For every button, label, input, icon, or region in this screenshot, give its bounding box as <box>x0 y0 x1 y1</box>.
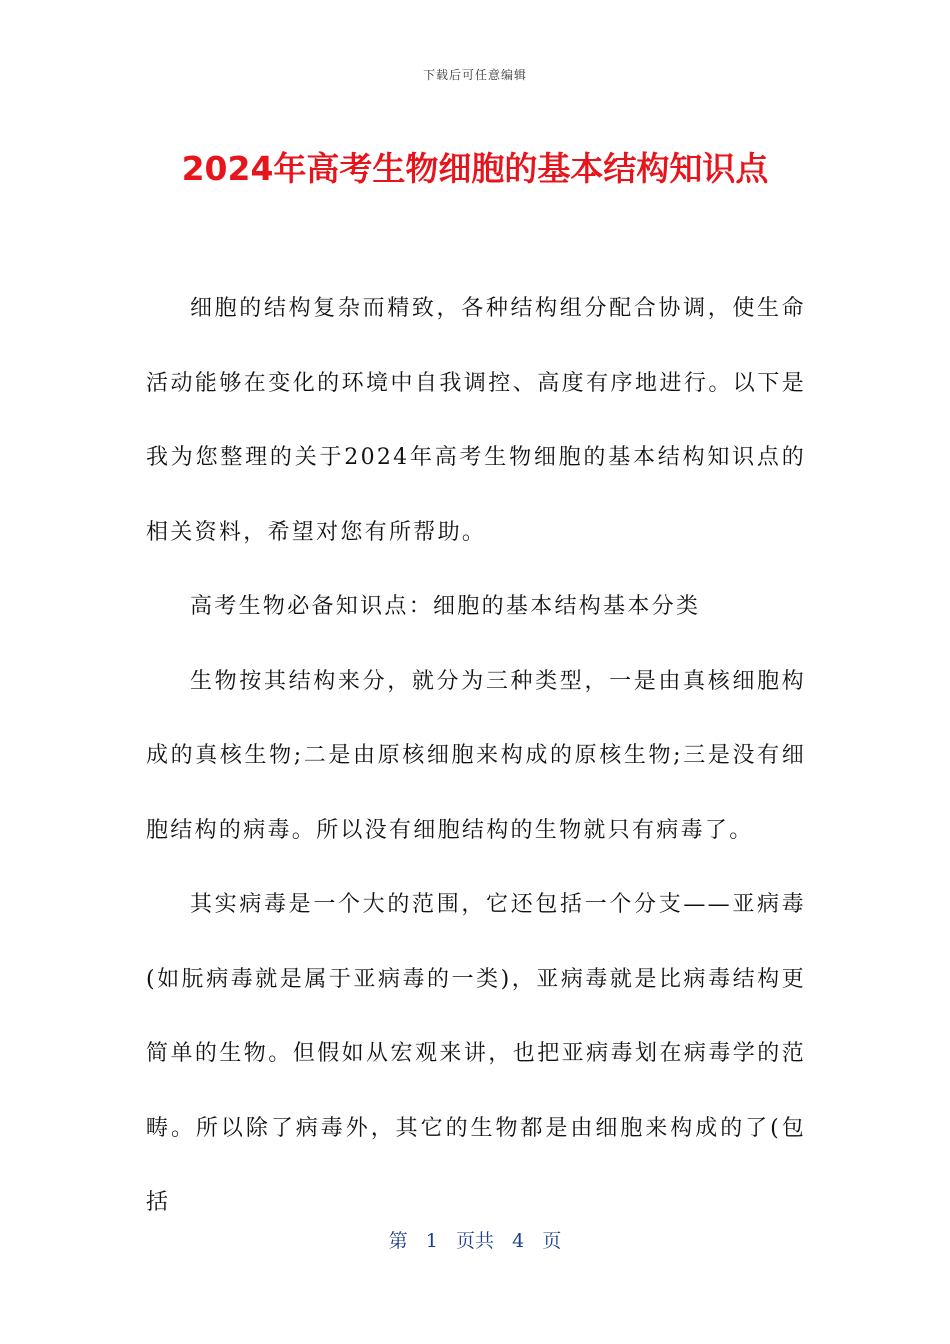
page-prefix: 第 <box>388 1230 408 1252</box>
page-number: 1 <box>425 1230 438 1252</box>
paragraph-classification: 生物按其结构来分，就分为三种类型，一是由真核细胞构成的真核生物;二是由原核细胞来构成的原核生物;三是没有细胞结构的病毒。所以没有细胞结构的生物就只有病毒了。 <box>146 668 806 843</box>
page-total: 4 <box>512 1230 525 1252</box>
page-footer <box>0 1226 950 1253</box>
paragraph-section-heading: 高考生物必备知识点：细胞的基本结构基本分类 <box>190 594 701 619</box>
page-middle: 页共 <box>455 1230 494 1252</box>
document-body <box>146 272 806 1241</box>
paragraph-virus: 其实病毒是一个大的范围，它还包括一个分支——亚病毒(如朊病毒就是属于亚病毒的一类)，亚病毒就是比病毒结构更简单的生物。但假如从宏观来讲，也把亚病毒划在病毒学的范畴。所以除了病毒外，其它的生物都是由细胞来构成的了(包括 <box>146 892 806 1215</box>
header-note: 下载后可任意编辑 <box>422 68 527 82</box>
paragraph-intro: 细胞的结构复杂而精致，各种结构组分配合协调，使生命活动能够在变化的环境中自我调控、高度有序地进行。以下是我为您整理的关于2024年高考生物细胞的基本结构知识点的相关资料，希望对您有所帮助。 <box>146 296 806 545</box>
document-title: 2024年高考生物细胞的基本结构知识点 <box>181 149 769 188</box>
page-suffix: 页 <box>542 1230 562 1252</box>
